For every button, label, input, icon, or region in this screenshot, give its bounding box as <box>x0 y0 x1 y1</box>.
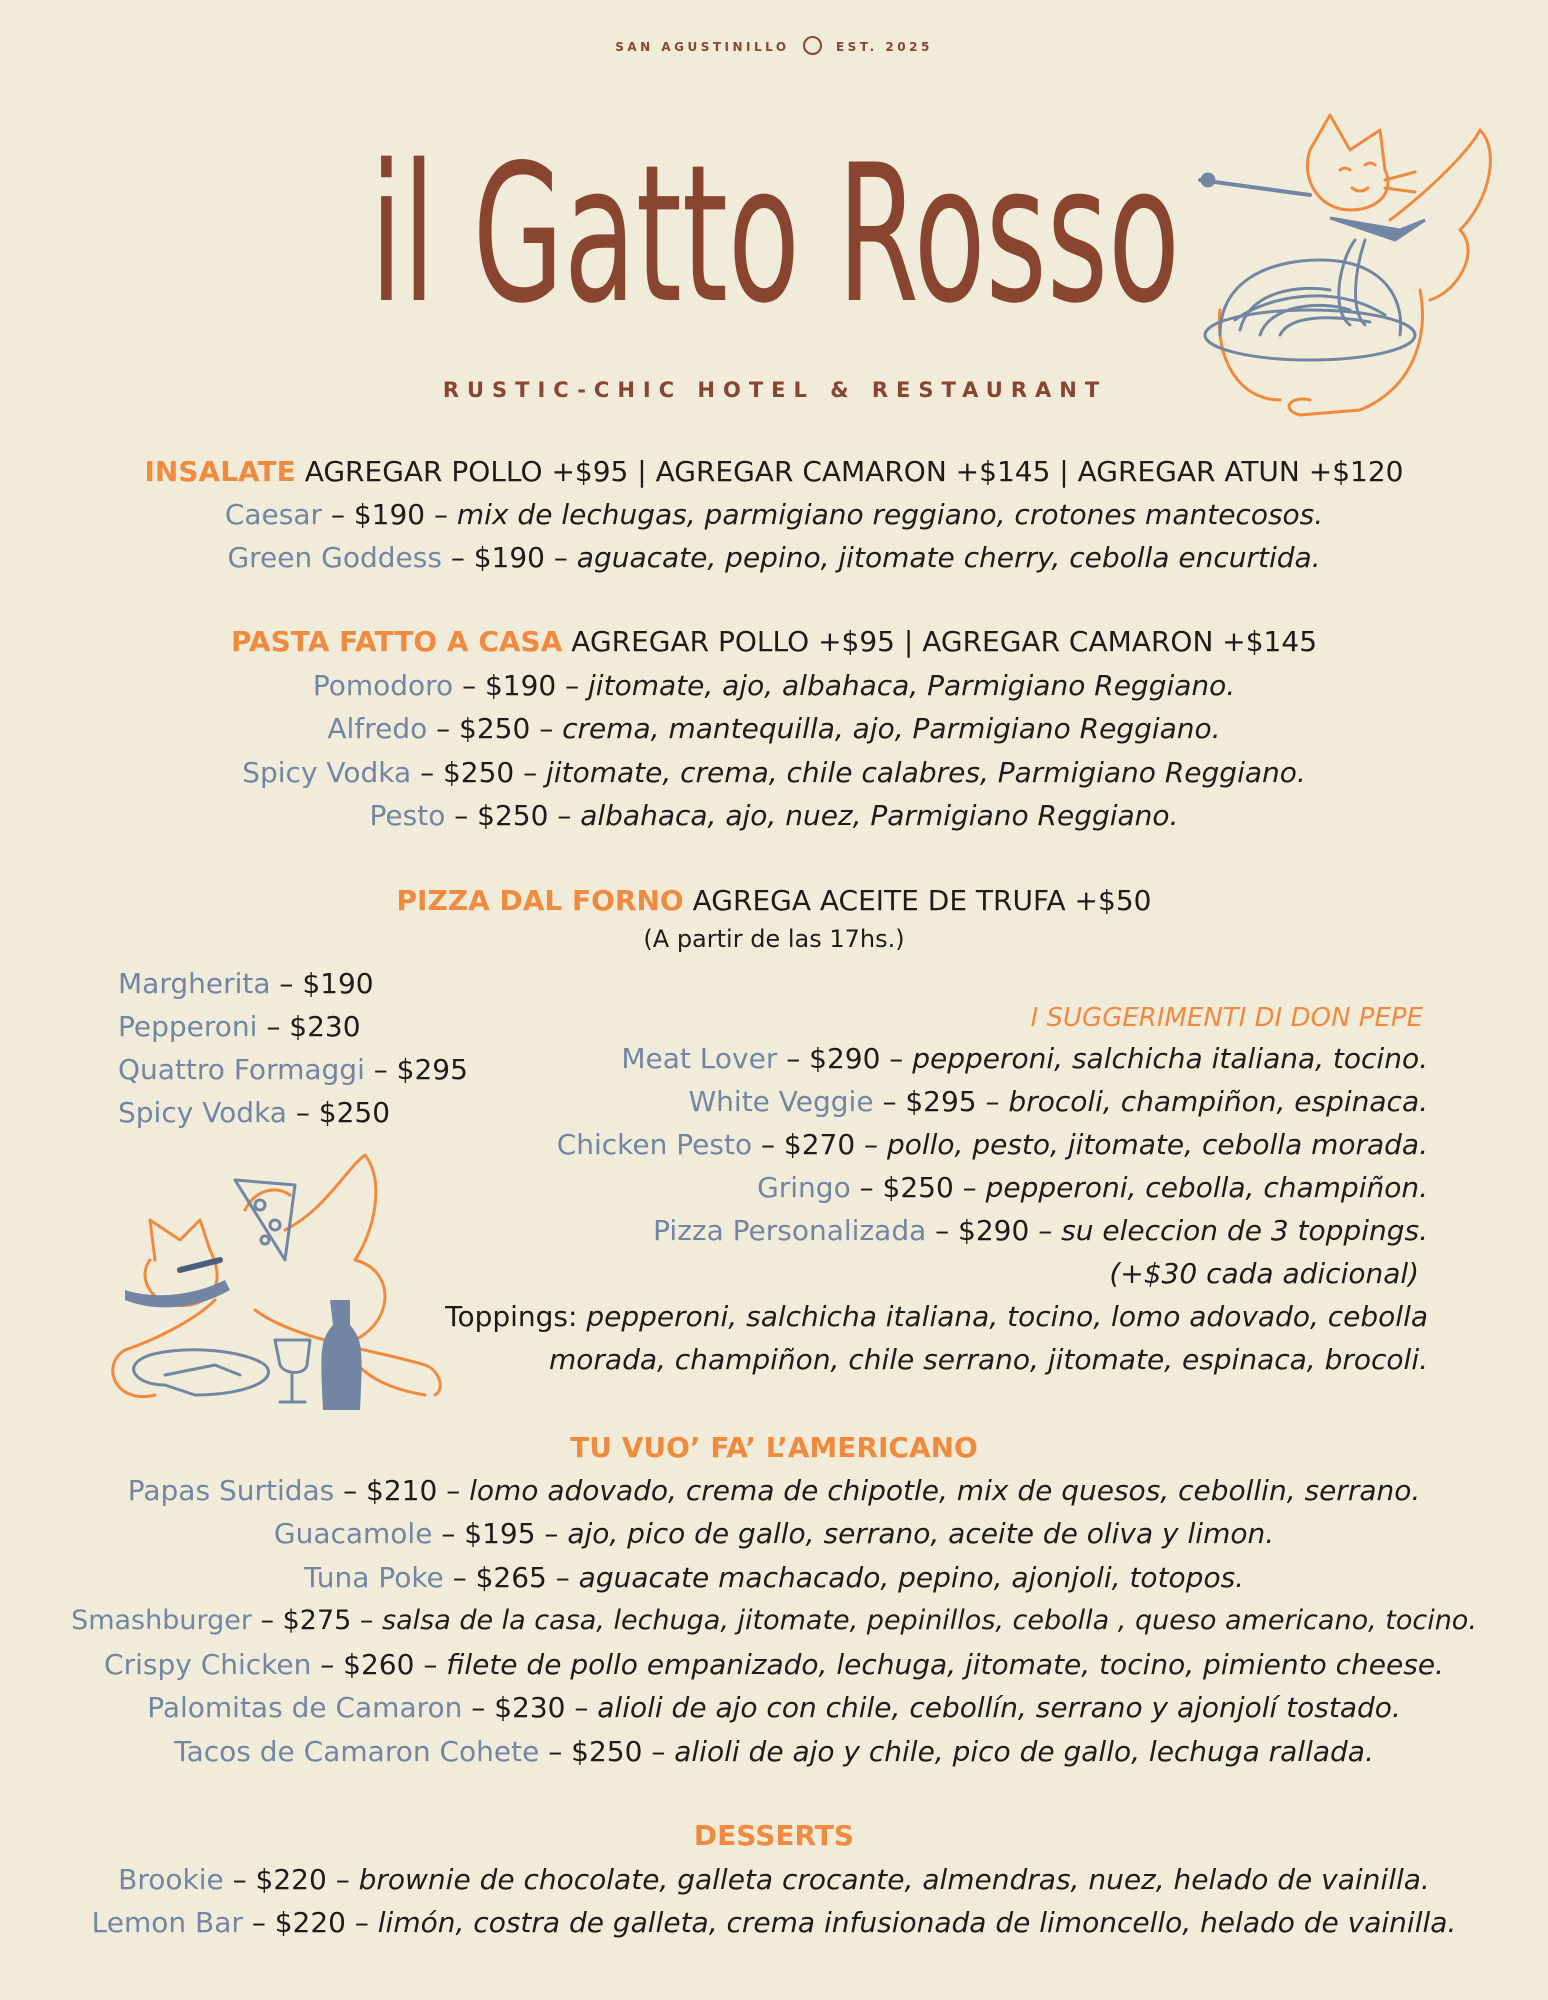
menu-item <box>0 664 1548 707</box>
item-name: Lemon Bar <box>91 1906 243 1939</box>
list-item <box>445 1166 1428 1209</box>
item-price: – $250 – <box>548 1735 675 1768</box>
pizza-header <box>0 879 1548 922</box>
desserts-header <box>0 1814 1548 1857</box>
item-price: – $250 <box>286 1096 391 1129</box>
item-description: albahaca, ajo, nuez, Parmigiano Reggiano. <box>580 799 1179 832</box>
item-name: Pizza Personalizada <box>653 1214 936 1247</box>
list-item <box>118 1091 468 1134</box>
item-name: Meat Lover <box>621 1042 778 1075</box>
section-note: AGREGAR POLLO +$95 | AGREGAR CAMARON +$145 | AGREGAR ATUN +$120 <box>304 455 1404 488</box>
established-text: EST. 2025 <box>835 40 933 54</box>
item-description: jitomate, ajo, albahaca, Parmigiano Reggiano. <box>588 669 1236 702</box>
item-price: – $290 – <box>935 1214 1062 1247</box>
menu-item <box>0 1599 1548 1642</box>
menu-item <box>0 536 1548 579</box>
americano-header <box>0 1426 1548 1469</box>
item-name: Palomitas de Camaron <box>147 1691 463 1724</box>
item-description: salsa de la casa, lechuga, jitomate, pepinillos, cebolla , queso americano, tocino. <box>382 1605 1477 1636</box>
item-price: – $275 – <box>251 1605 383 1636</box>
item-price: – $190 – <box>322 498 457 531</box>
item-price: – $270 – <box>752 1128 887 1161</box>
item-price: – $190 – <box>453 669 589 702</box>
suggestions-title: I SUGGERIMENTI DI DON PEPE <box>1030 1003 1423 1033</box>
menu-item <box>0 794 1548 837</box>
logo-title-text: il Gatto Rosso <box>370 124 1180 345</box>
item-price: – $295 – <box>873 1085 1009 1118</box>
item-name: Spicy Vodka <box>242 756 412 789</box>
menu-item <box>0 707 1548 750</box>
item-name: Crispy Chicken <box>104 1648 312 1681</box>
item-price: – $250 – <box>427 712 563 745</box>
item-description: alioli de ajo con chile, cebollín, serrano y ajonjolí tostado. <box>597 1691 1401 1724</box>
location-text: SAN AGUSTINILLO <box>615 40 790 54</box>
extra-note <box>445 1252 1428 1295</box>
item-description: pollo, pesto, jitomate, cebolla morada. <box>886 1128 1428 1161</box>
item-description: brocoli, champiñon, espinaca. <box>1008 1085 1428 1118</box>
header-tagline <box>0 38 1548 57</box>
menu-item <box>0 1730 1548 1773</box>
item-price: – $210 – <box>334 1474 470 1507</box>
item-price: – $190 – <box>441 541 577 574</box>
toppings-line <box>445 1295 1428 1338</box>
item-description: su eleccion de 3 toppings. <box>1061 1214 1428 1247</box>
item-price: – $195 – <box>432 1517 568 1550</box>
item-name: Smashburger <box>71 1605 252 1636</box>
restaurant-subtitle: RUSTIC-CHIC HOTEL & RESTAURANT <box>442 378 1108 402</box>
section-heading: INSALATE <box>144 455 296 488</box>
item-name: Gringo <box>757 1171 851 1204</box>
item-price: – $265 – <box>443 1561 579 1594</box>
item-name: Green Goddess <box>227 541 442 574</box>
menu-item <box>0 1469 1548 1512</box>
list-item <box>445 1209 1428 1252</box>
item-description: brownie de chocolate, galleta crocante, almendras, nuez, helado de vainilla. <box>358 1863 1430 1896</box>
item-description: lomo adovado, crema de chipotle, mix de quesos, cebollin, serrano. <box>469 1474 1421 1507</box>
item-name: Pomodoro <box>312 669 454 702</box>
list-item <box>118 962 468 1005</box>
item-name: Spicy Vodka <box>118 1096 287 1129</box>
section-note: AGREGAR POLLO +$95 | AGREGAR CAMARON +$145 <box>571 625 1318 658</box>
menu-item <box>0 1556 1548 1599</box>
item-price: – $230 – <box>462 1691 598 1724</box>
pizza-suggestions-list <box>445 1037 1428 1381</box>
item-name: White Veggie <box>688 1085 874 1118</box>
cat-eating-pizza-illustration <box>95 1150 475 1430</box>
list-item <box>445 1123 1428 1166</box>
menu-item <box>0 493 1548 536</box>
item-description: jitomate, crema, chile calabres, Parmigiano Reggiano. <box>546 756 1306 789</box>
item-description: limón, costra de galleta, crema infusionada de limoncello, helado de vainilla. <box>377 1906 1457 1939</box>
cat-eating-spaghetti-illustration <box>1180 110 1510 430</box>
list-item <box>118 1005 468 1048</box>
toppings-text: morada, champiñon, chile serrano, jitomate, espinaca, brocoli. <box>549 1343 1428 1376</box>
list-item <box>445 1080 1428 1123</box>
section-heading: DESSERTS <box>693 1819 855 1852</box>
list-item <box>445 1037 1428 1080</box>
item-description: ajo, pico de gallo, serrano, aceite de oliva y limon. <box>567 1517 1275 1550</box>
item-name: Guacamole <box>273 1517 433 1550</box>
toppings-text: pepperoni, salchicha italiana, tocino, lomo adovado, cebolla <box>586 1300 1428 1333</box>
item-name: Alfredo <box>327 712 428 745</box>
menu-item <box>0 1901 1548 1944</box>
extra-note-text: (+$30 cada adicional) <box>1109 1257 1420 1290</box>
item-description: pepperoni, cebolla, champiñon. <box>985 1171 1428 1204</box>
pizza-classics-list <box>118 962 468 1134</box>
item-name: Pepperoni <box>118 1010 258 1043</box>
list-item <box>118 1048 468 1091</box>
item-price: – $295 <box>364 1053 468 1086</box>
item-price: – $230 <box>257 1010 361 1043</box>
section-heading: PIZZA DAL FORNO <box>396 884 684 917</box>
toppings-line <box>445 1338 1428 1381</box>
item-name: Papas Surtidas <box>127 1474 335 1507</box>
item-name: Pesto <box>369 799 446 832</box>
menu-item <box>0 1512 1548 1555</box>
item-price: – $260 – <box>311 1648 447 1681</box>
item-name: Quattro Formaggi <box>118 1053 365 1086</box>
item-name: Chicken Pesto <box>556 1128 753 1161</box>
menu-item <box>0 1858 1548 1901</box>
suggestions-heading <box>1031 995 1423 1040</box>
item-price: – $220 – <box>223 1863 359 1896</box>
menu-item <box>0 751 1548 794</box>
item-description: pepperoni, salchicha italiana, tocino. <box>912 1042 1428 1075</box>
toppings-label: Toppings: <box>445 1300 587 1333</box>
section-heading: PASTA FATTO A CASA <box>230 625 563 658</box>
item-price: – $190 <box>270 967 374 1000</box>
item-price: – $290 – <box>777 1042 913 1075</box>
menu-item <box>0 1686 1548 1729</box>
item-name: Caesar <box>224 498 323 531</box>
item-name: Tuna Poke <box>303 1561 444 1594</box>
item-price: – $250 – <box>445 799 581 832</box>
item-price: – $250 – <box>411 756 547 789</box>
pasta-header <box>0 620 1548 663</box>
item-name: Tacos de Camaron Cohete <box>174 1735 549 1768</box>
item-description: filete de pollo empanizado, lechuga, jitomate, tocino, pimiento cheese. <box>446 1648 1444 1681</box>
restaurant-logo-title <box>365 70 1185 345</box>
pizza-hours: (A partir de las 17hs.) <box>643 925 905 953</box>
item-description: alioli de ajo y chile, pico de gallo, lechuga rallada. <box>674 1735 1374 1768</box>
item-name: Margherita <box>118 967 271 1000</box>
insalate-header <box>0 450 1548 493</box>
section-heading: TU VUO’ FA’ L’AMERICANO <box>570 1431 978 1464</box>
item-description: mix de lechugas, parmigiano reggiano, crotones mantecosos. <box>456 498 1324 531</box>
item-description: crema, mantequilla, ajo, Parmigiano Reggiano. <box>562 712 1221 745</box>
menu-item <box>0 1643 1548 1686</box>
item-name: Brookie <box>118 1863 224 1896</box>
item-price: – $250 – <box>850 1171 986 1204</box>
item-description: aguacate machacado, pepino, ajonjoli, totopos. <box>578 1561 1245 1594</box>
section-note: AGREGA ACEITE DE TRUFA +$50 <box>692 884 1152 917</box>
item-description: aguacate, pepino, jitomate cherry, cebolla encurtida. <box>576 541 1321 574</box>
item-price: – $220 – <box>242 1906 378 1939</box>
logo-mark-icon <box>803 36 822 55</box>
